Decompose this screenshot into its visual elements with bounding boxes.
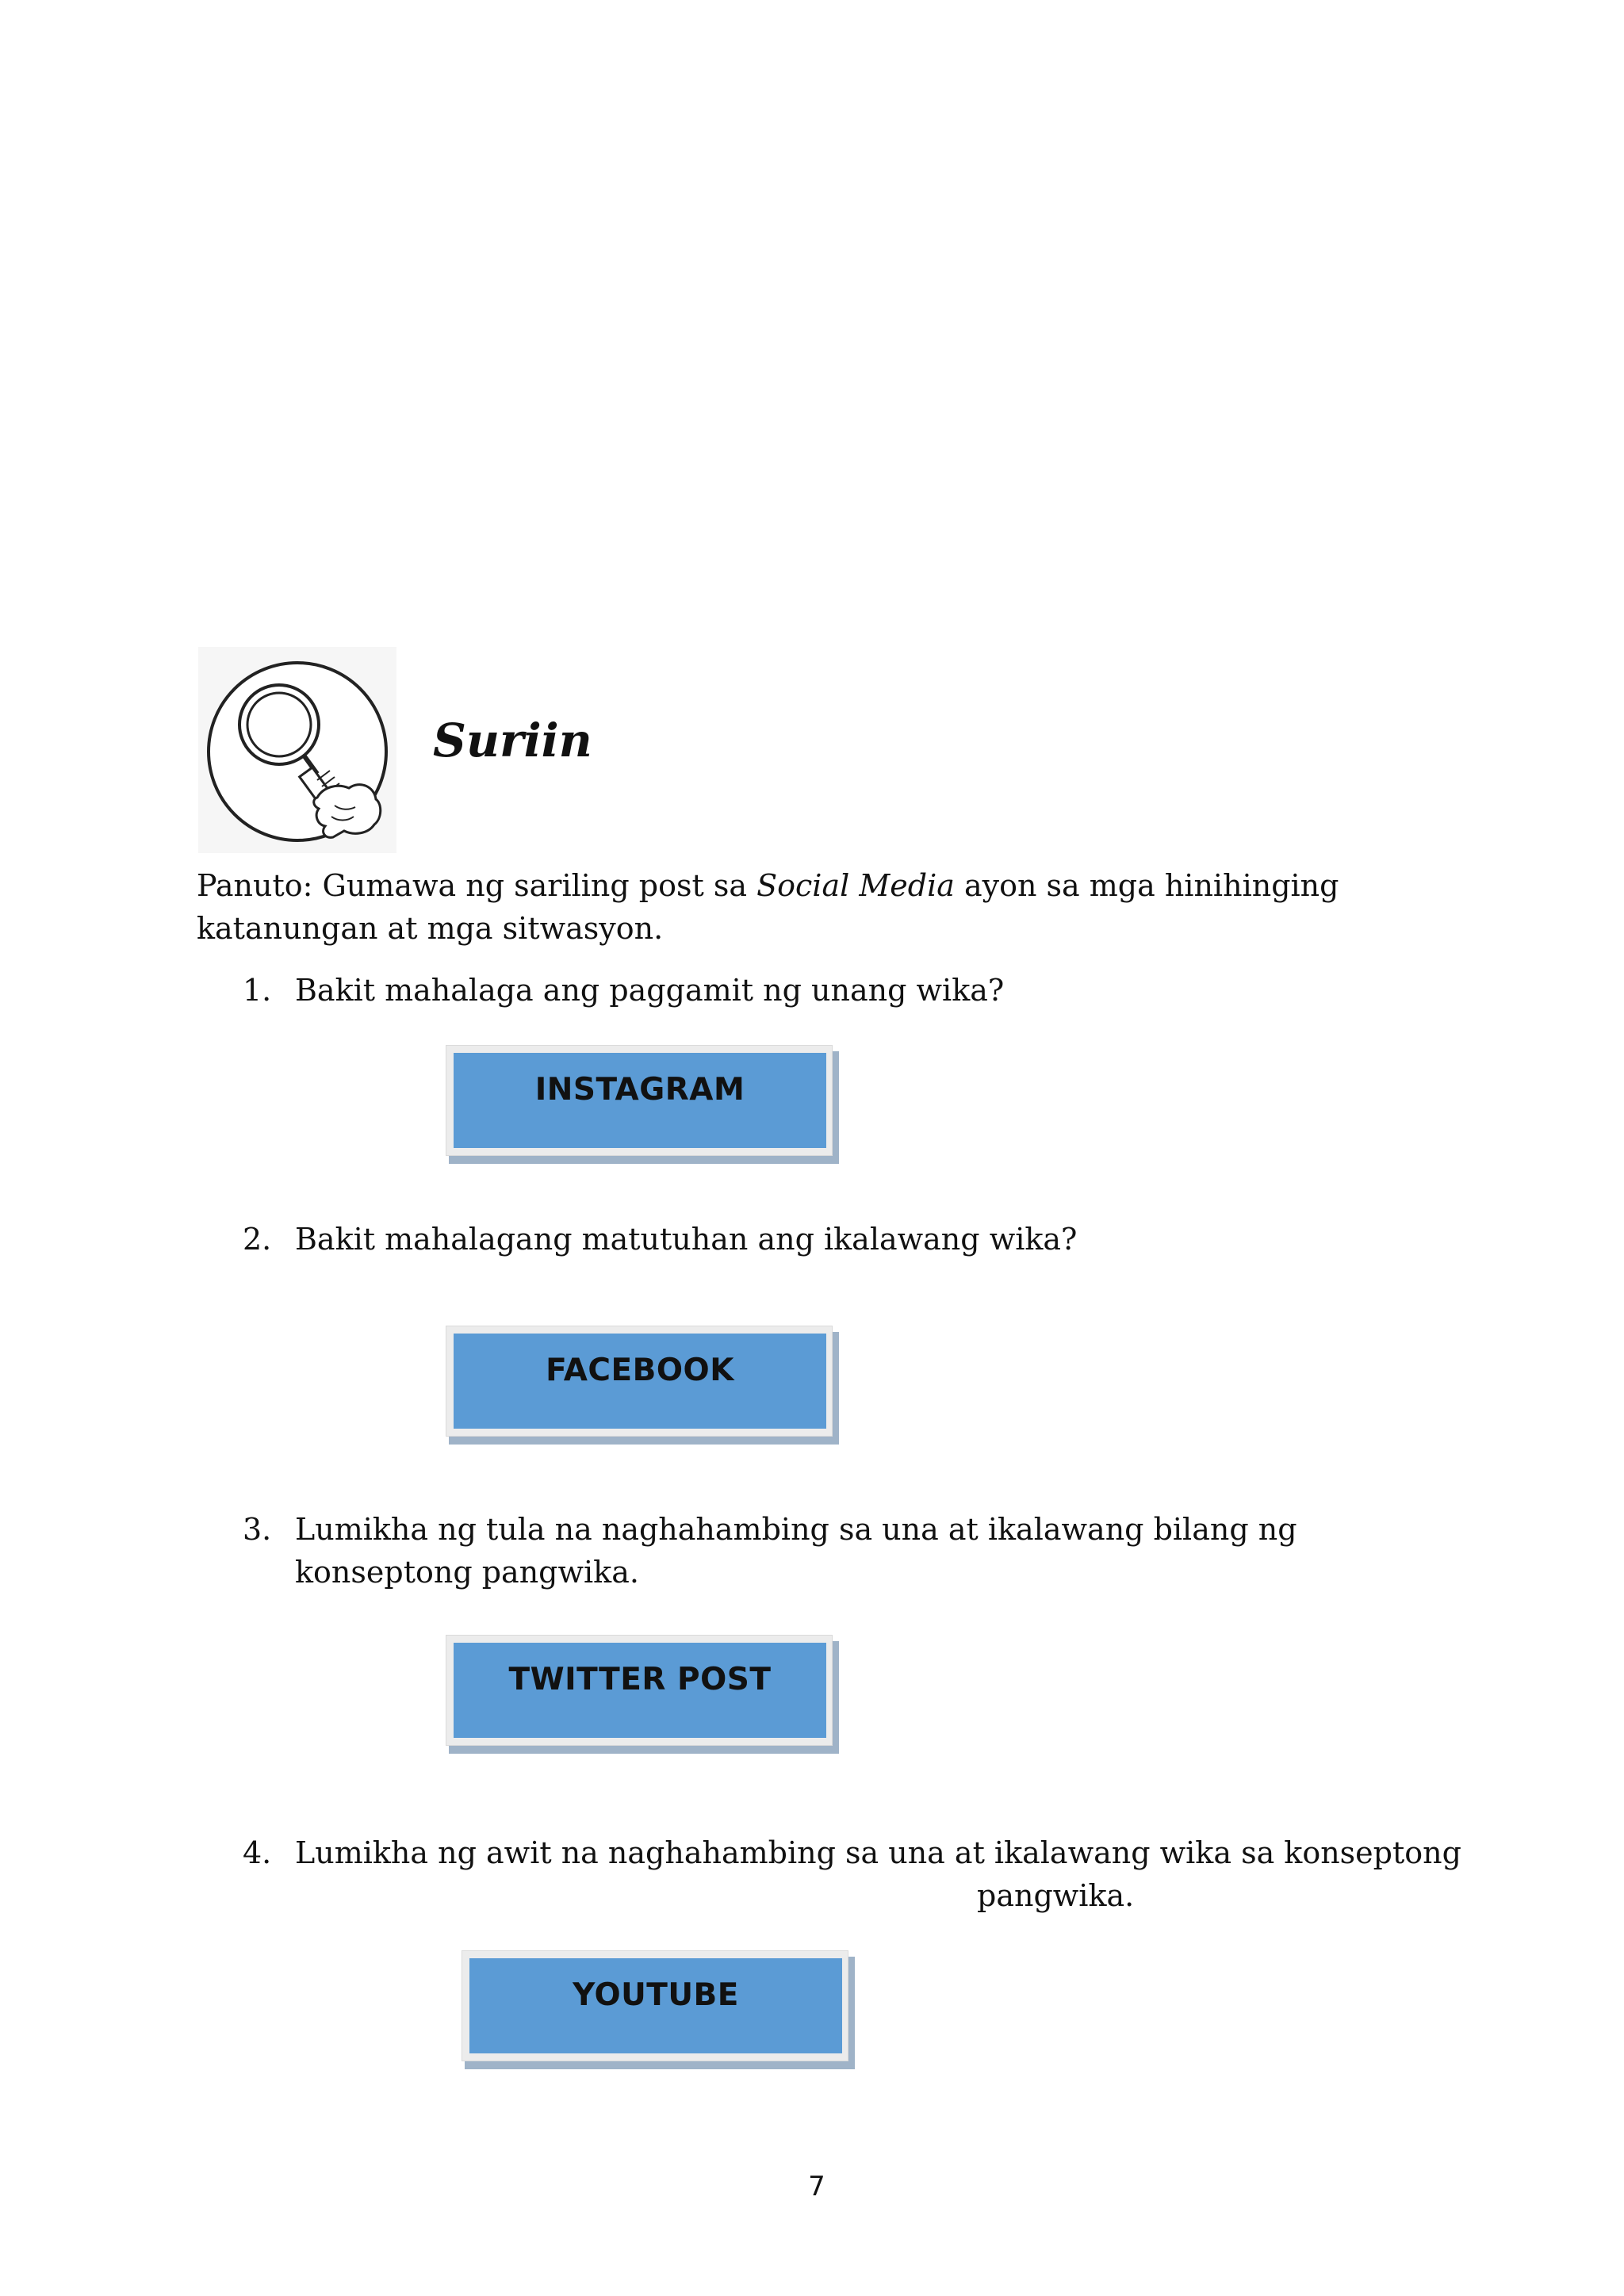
box-fill bbox=[454, 1643, 826, 1738]
question-text: Lumikha ng awit na naghahambing sa una at ikalawang wika sa konseptong bbox=[295, 1835, 1461, 1870]
box-fill bbox=[454, 1334, 826, 1429]
section-title: Suriin bbox=[433, 714, 592, 767]
question-text-line2: pangwika. bbox=[977, 1878, 1135, 1913]
question-text: Bakit mahalagang matutuhan ang ikalawang wika? bbox=[295, 1222, 1078, 1257]
facebook-post-box bbox=[446, 1326, 839, 1445]
box-fill bbox=[469, 1958, 842, 2053]
platform-label: INSTAGRAM bbox=[534, 1072, 745, 1108]
question-1 bbox=[243, 969, 1480, 1012]
magnifying-glass-hand-icon bbox=[198, 647, 396, 853]
question-number: 1. bbox=[243, 973, 272, 1008]
question-number: 3. bbox=[243, 1512, 272, 1547]
instructions-emphasis: Social Media bbox=[756, 868, 955, 903]
twitter-post-box bbox=[446, 1635, 839, 1754]
question-4 bbox=[243, 1831, 1480, 1917]
question-text: Bakit mahalaga ang paggamit ng unang wika? bbox=[295, 973, 1005, 1008]
question-number: 4. bbox=[243, 1835, 272, 1870]
youtube-post-box bbox=[462, 1950, 855, 2069]
question-3 bbox=[243, 1508, 1480, 1594]
instructions-prefix: Panuto: Gumawa ng sariling post sa bbox=[197, 868, 757, 903]
instructions bbox=[197, 864, 1434, 950]
question-text: Lumikha ng tula na naghahambing sa una at ikalawang bilang ng bbox=[295, 1512, 1297, 1547]
platform-label: TWITTER POST bbox=[508, 1662, 772, 1697]
instagram-post-box bbox=[446, 1045, 839, 1164]
instructions-suffix: ayon sa mga hinihinging bbox=[954, 868, 1339, 903]
box-fill bbox=[454, 1053, 826, 1148]
question-number: 2. bbox=[243, 1222, 272, 1257]
page-number: 7 bbox=[808, 2171, 825, 2202]
question-text-line2: konseptong pangwika. bbox=[295, 1555, 639, 1590]
platform-label: FACEBOOK bbox=[546, 1353, 734, 1388]
platform-label: YOUTUBE bbox=[573, 1977, 739, 2013]
question-2 bbox=[243, 1218, 1480, 1261]
instructions-line2: katanungan at mga sitwasyon. bbox=[197, 911, 664, 946]
